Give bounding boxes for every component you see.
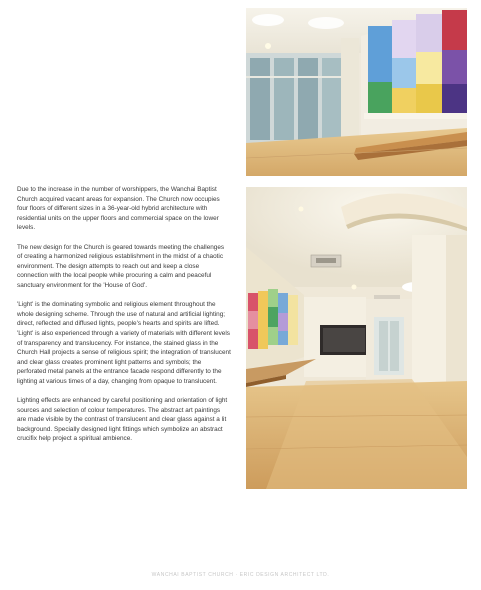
page-footer: WANCHAI BAPTIST CHURCH · ERIC DESIGN ARCHITECT LTD. xyxy=(151,572,330,578)
body-paragraph: 'Light' is the dominating symbolic and religious element throughout the whole designing scheme. Through the use of natural and artificial lighting; direct, reflected and diffused lights, people's hearts and spirits are lifted. 'Light' is also experienced through a variety of materials with different levels of transparency and translucency. For instance, the stained glass in the Church Hall projects a sense of religious spirit; the integration of translucent and clear glass creates prominent light patterns and symbols; the perforated metal panels at the entrance facade respond differently to the lighting at various times of a day, changing from opaque to translucent. xyxy=(17,301,231,385)
church-interior-photo-bottom xyxy=(246,187,467,489)
body-paragraph: The new design for the Church is geared towards meeting the challenges of creating a harmonized religious establishment in the midst of a chaotic environment. The design attempts to reach out and keep a close connection with the local people while procuring a calm and peaceful sanctuary environment for the 'House of God'. xyxy=(17,243,225,289)
article-body xyxy=(17,185,231,454)
church-interior-photo-top xyxy=(246,8,467,176)
body-paragraph: Lighting effects are enhanced by careful positioning and orientation of light sources and selection of colour temperatures. The abstract art paintings are made visible by the contrast of translucent and clear glass against a lit background. Specially designed light fittings which symbolize an abstract crucifix help project a spiritual ambience. xyxy=(17,397,228,443)
body-paragraph: Due to the increase in the number of worshippers, the Wanchai Baptist Church acquired vacant areas for expansion. The Church now occupies four floors of different sizes in a 36-year-old hybrid architecture with residential units on the upper floors and commercial space on the lower levels. xyxy=(17,186,220,232)
